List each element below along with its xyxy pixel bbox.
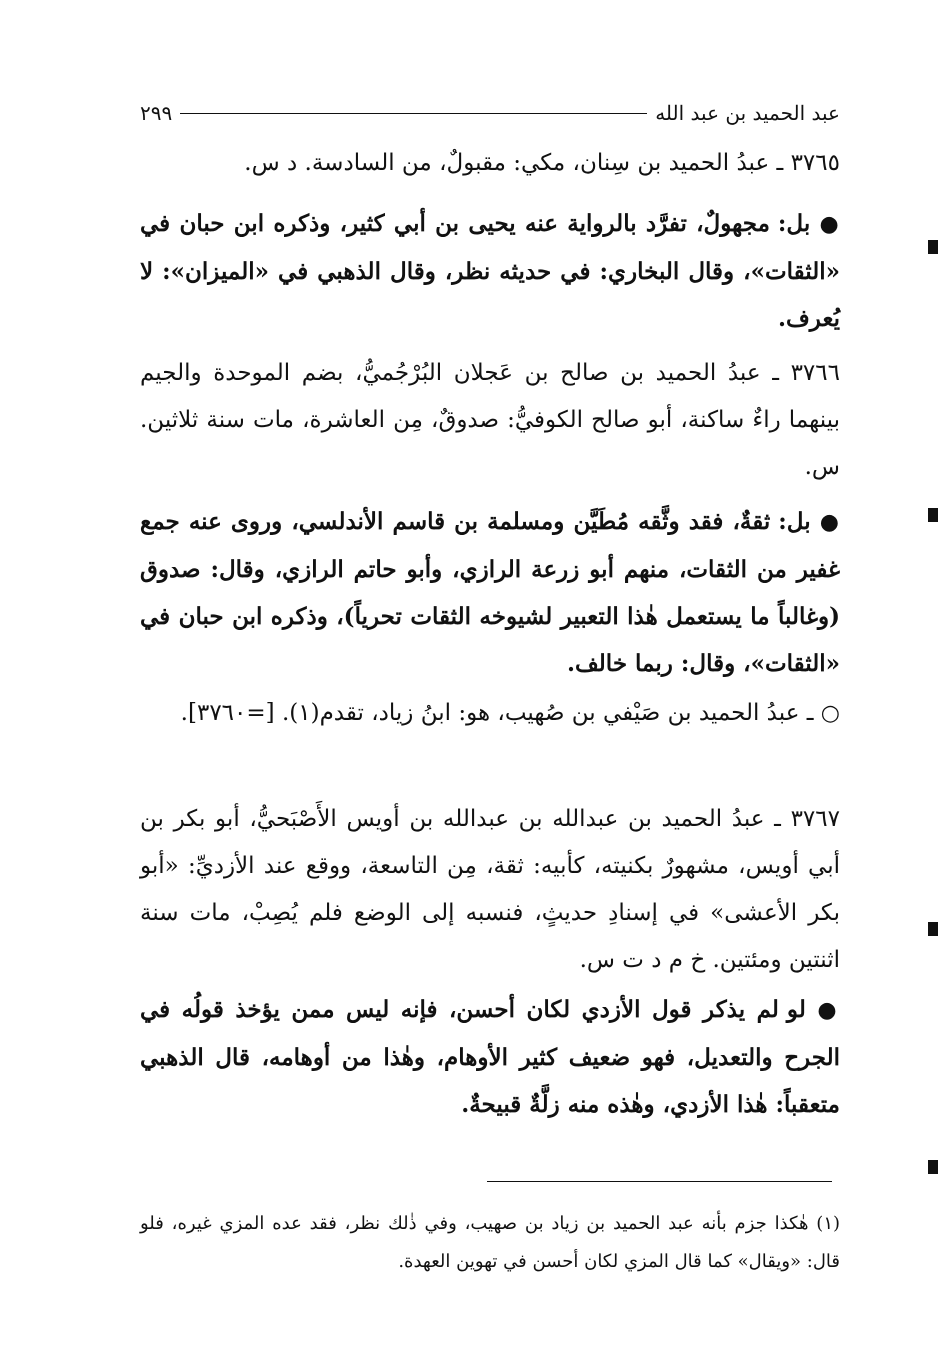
entry-3766 <box>140 350 840 491</box>
footnote-text: (١) هٰكذا جزم بأنه عبد الحميد بن زياد بن صهيب، وفي ذٰلك نظر، فقد عده المزي غيره، فلو قال: «ويقال» كما قال المزي لكان أحسن في تهوين العهدة. <box>140 1213 841 1272</box>
entry-3765 <box>140 140 840 187</box>
page-number: ٢٩٩ <box>140 101 173 125</box>
comment-3766 <box>140 498 840 687</box>
bullet-icon: ● <box>817 997 840 1023</box>
footnote-rule <box>487 1181 832 1182</box>
entry-sayfi <box>140 690 840 737</box>
entry-3767 <box>140 796 840 984</box>
running-head-title: عبد الحميد بن عبد الله <box>655 101 840 125</box>
circle-icon: ○ <box>820 701 840 726</box>
entry-3766-text: ٣٧٦٦ ـ عبدُ الحميد بن صالح بن عَجلان البُرْجُميُّ، بضم الموحدة والجيم بينهما راءٌ ساكنة، أبو صالح الكوفيُّ: صدوقٌ، مِن العاشرة، مات سنة ثلاثين. س. <box>140 360 840 480</box>
scan-edge-mark <box>928 508 938 522</box>
running-head <box>140 96 840 130</box>
scan-edge-mark <box>928 1160 938 1174</box>
comment-3765-text: بل: مجهولٌ، تفرَّد بالرواية عنه يحيى بن أبي كثير، وذكره ابن حبان في «الثقات»، وقال البخاري: في حديثه نظر، وقال الذهبي في «الميزان»: لا يُعرف. <box>140 210 840 332</box>
scan-edge-mark <box>928 922 938 936</box>
running-head-rule <box>180 113 647 114</box>
scan-edge-mark <box>928 240 938 254</box>
comment-3765 <box>140 200 840 342</box>
bullet-icon: ● <box>819 509 840 535</box>
footnote <box>140 1205 840 1281</box>
comment-3767-text: لو لم يذكر قول الأزدي لكان أحسن، فإنه ليس ممن يؤخذ قولُه في الجرح والتعديل، فهو ضعيف كثير الأوهام، وهٰذا من أوهامه، قال الذهبي متعقباً: هٰذا الأزدي، وهٰذه منه زلَّةٌ قبيحةٌ. <box>140 996 840 1118</box>
entry-3767-text: ٣٧٦٧ ـ عبدُ الحميد بن عبدالله بن عبدالله بن أويس الأَصْبَحيُّ، أبو بكر بن أبي أويس، مشهورٌ بكنيته، كأبيه: ثقة، مِن التاسعة، ووقع عند الأزديِّ: «أبو بكر الأعشى» في إسنادِ حديثٍ، فنسبه إلى الوضع فلم يُصِبْ، مات سنة اثنتين ومئتين. خ م د ت س. <box>140 806 840 973</box>
comment-3767 <box>140 986 840 1128</box>
bullet-icon: ● <box>819 211 841 237</box>
comment-3766-text: بل: ثقةٌ، فقد وثَّقه مُطَيَّن ومسلمة بن قاسم الأندلسي، وروى عنه جمع غفير من الثقات، منهم أبو زرعة الرازي، وأبو حاتم الرازي، وقال: صدوق (وغالباً ما يستعمل هٰذا التعبير لشيوخه الثقات تحرياً)، وذكره ابن حبان في «الثقات»، وقال: ربما خالف. <box>140 508 840 677</box>
entry-3765-text: ٣٧٦٥ ـ عبدُ الحميد بن سِنان، مكي: مقبولٌ، من السادسة. د س. <box>244 150 840 176</box>
entry-sayfi-text: ـ عبدُ الحميد بن صَيْفي بن صُهيب، هو: ابنُ زياد، تقدم(١). [=٣٧٦٠]. <box>180 700 814 726</box>
